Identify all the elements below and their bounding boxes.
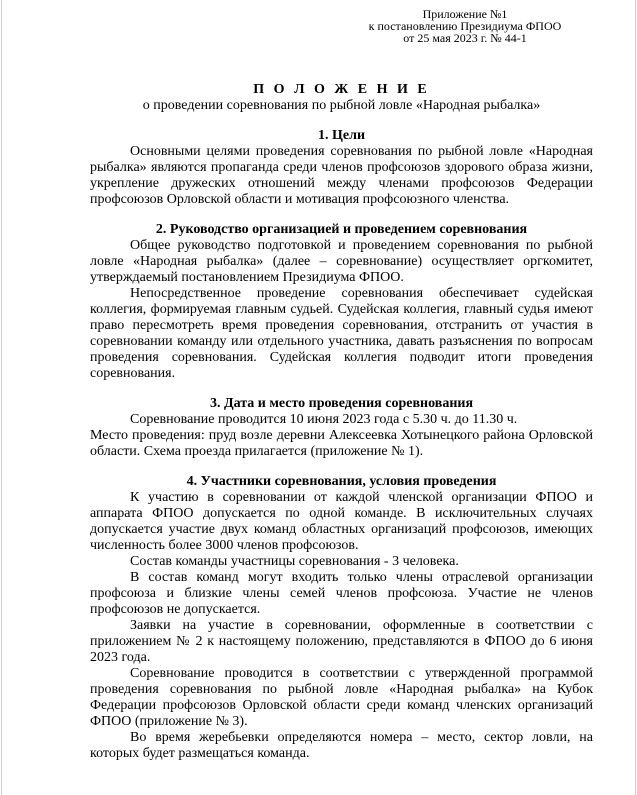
annex-line-1: Приложение №1 <box>422 7 508 21</box>
section-management <box>90 222 593 382</box>
page-edge-left <box>1 0 2 795</box>
section-heading: 2. Руководство организацией и проведением соревнования <box>155 222 528 237</box>
paragraph: Соревнование проводится в соответствии с утвержденной программой проведения соревнования по рыбной ловле «Народная рыбалка» на Кубок Федерации профсоюзов Орловской области среди команд членских организаций ФПОО (приложение № 3). <box>90 666 593 729</box>
annex-block <box>340 8 590 44</box>
page-edge-right <box>635 0 636 795</box>
paragraph: Заявки на участие в соревновании, оформленные в соответствии с приложением № 2 к настоящему положению, представляются в ФПОО до 6 июня 2023 года. <box>90 618 593 665</box>
paragraph: В состав команд могут входить только члены отраслевой организации профсоюза и близкие члены семей членов профсоюза. Участие не членов профсоюзов не допускается. <box>90 570 593 617</box>
section-date-place <box>90 396 593 460</box>
paragraph: Общее руководство подготовкой и проведением соревнования по рыбной ловле «Народная рыбалка» (далее – соревнование) осуществляет оргкомитет, утверждаемый постановлением Президиума ФПОО. <box>90 238 593 285</box>
paragraph: Основными целями проведения соревнования по рыбной ловле «Народная рыбалка» являются пропаганда среди членов профсоюзов здорового образа жизни, укрепление дружеских отношений между членами профсоюзов Федерации профсоюзов Орловской области и мотивация профсоюзного членства. <box>90 144 593 207</box>
annex-line-2: к постановлению Президиума ФПОО <box>368 19 562 33</box>
paragraph: Состав команды участницы соревнования - 3 человека. <box>130 554 459 569</box>
section-heading: 4. Участники соревнования, условия проведения <box>186 474 497 489</box>
paragraph: Непосредственное проведение соревнования обеспечивает судейская коллегия, формируемая главным судьей. Судейская коллегия, главный судья имеют право пересмотреть время проведения соревнования, отстранить от участия в соревновании команду или отдельного участника, давать разъяснения по вопросам проведения соревнования. Судейская коллегия подводит итоги проведения соревнования. <box>90 286 593 381</box>
section-participants <box>90 474 593 762</box>
section-goals <box>90 128 593 208</box>
paragraph: К участию в соревновании от каждой членской организации ФПОО и аппарата ФПОО допускается по одной команде. В исключительных случаях допускается участие двух команд областных организаций профсоюзов, имеющих численность более 3000 членов профсоюзов. <box>90 490 593 553</box>
document-body <box>90 82 593 776</box>
annex-line-3: от 25 мая 2023 г. № 44-1 <box>403 31 527 45</box>
section-heading: 3. Дата и место проведения соревнования <box>209 396 474 411</box>
paragraph: Место проведения: пруд возле деревни Алексеевка Хотынецкого района Орловской области. Схема проезда прилагается (приложение № 1). <box>90 428 593 459</box>
document-title: П О Л О Ж Е Н И Е <box>253 82 430 97</box>
document-subtitle: о проведении соревнования по рыбной ловле «Народная рыбалка» <box>142 98 541 113</box>
paragraph: Во время жеребьевки определяются номера – место, сектор ловли, на которых будет размещаться команда. <box>90 730 593 761</box>
paragraph: Соревнование проводится 10 июня 2023 года с 5.30 ч. до 11.30 ч. <box>130 412 518 427</box>
section-heading: 1. Цели <box>317 128 366 143</box>
